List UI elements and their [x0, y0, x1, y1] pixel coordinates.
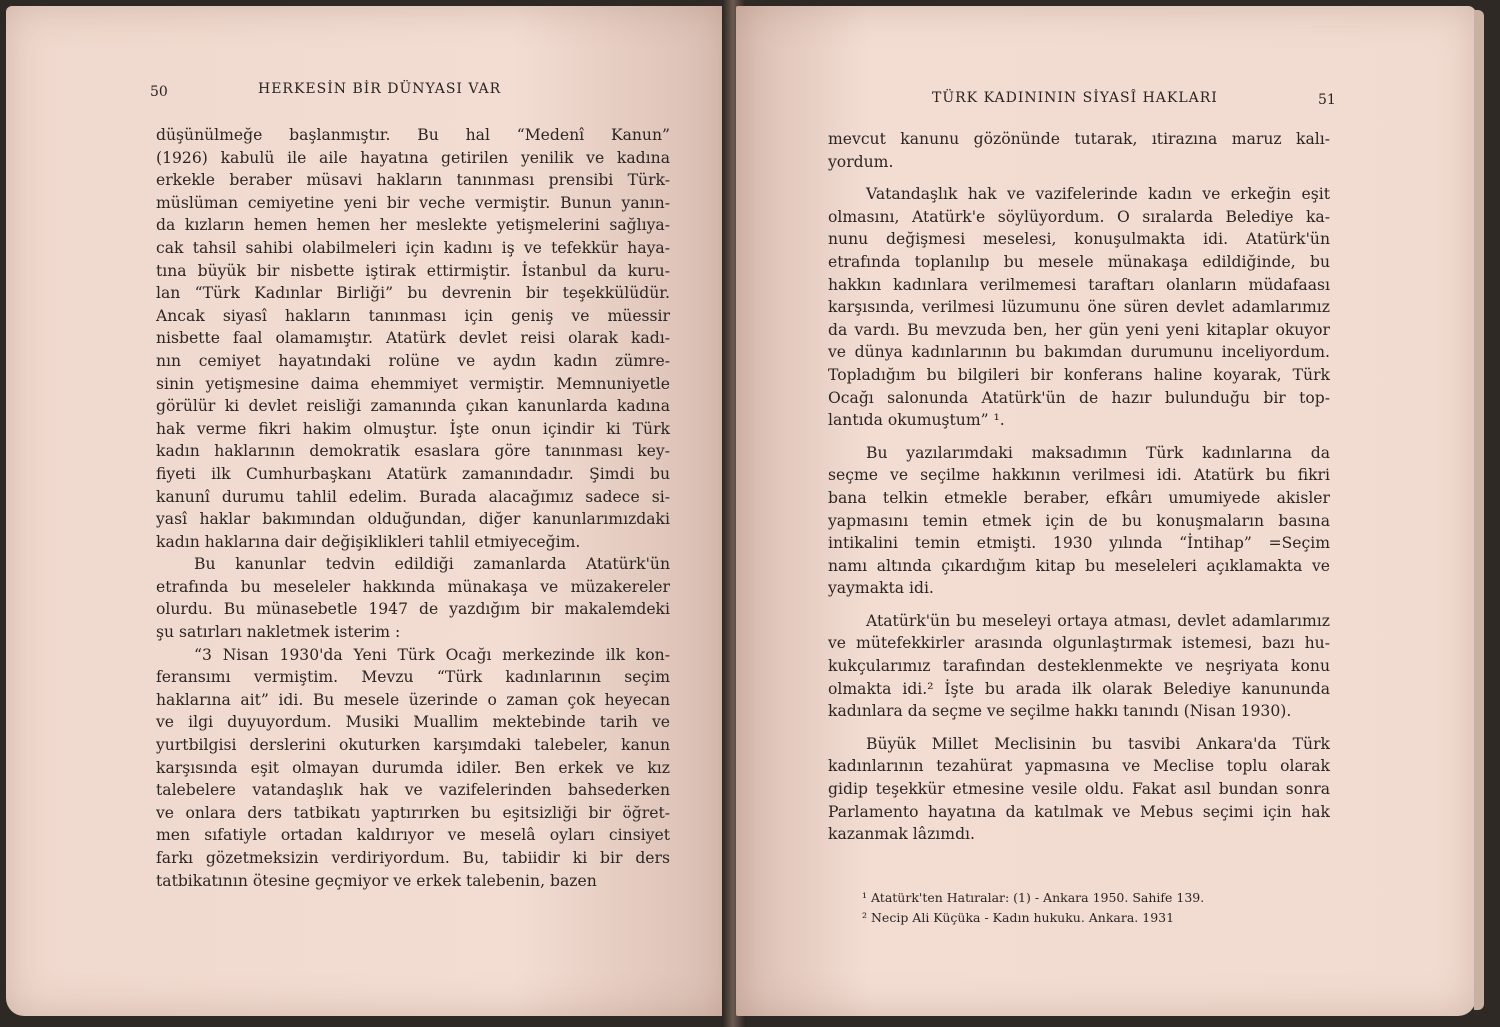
- text-line: feransımı vermiştim. Mevzu “Türk kadınlarının seçim: [156, 668, 670, 687]
- left-running-head: HERKESİN BİR DÜNYASI VAR: [258, 81, 502, 97]
- footnotes: [842, 888, 1322, 928]
- text-line: Ocağı salonunda Atatürk'ün de hazır bulunduğu bir top-: [828, 388, 1330, 407]
- text-line: mevcut kanunu gözönünde tutarak, ıtirazına maruz kalı-: [828, 130, 1330, 148]
- text-line: kadınlarının tezahürat yapmasına ve Meclise toplu olarak: [828, 757, 1330, 776]
- text-line: hakkın kadınlara verilmemesi taraftarı olanların müdafaası: [828, 275, 1330, 294]
- text-line: farkı gözetmeksizin verdiriyordum. Bu, tabiidir ki bir ders: [156, 849, 670, 867]
- text-line: gidip teşekkür etmesine vesile oldu. Fakat asıl bundan sonra: [828, 780, 1330, 799]
- text-line: Topladığım bu bilgileri bir konferans haline koyarak, Türk: [828, 365, 1330, 384]
- text-line: tına büyük bir nisbette iştirak ettirmiştir. İstanbul da kuru-: [156, 261, 670, 280]
- text-line: sinin yetişmesine daima ehemmiyet vermiştir. Memnuniyetle: [156, 374, 670, 393]
- text-line: men sıfatiyle ortadan kaldırıyor ve meselâ oyları cinsiyet: [156, 826, 670, 845]
- text-line: kazanmak lâzımdı.: [828, 825, 975, 844]
- text-line: Parlamento hayatına da katılmak ve Mebus seçimi için hak: [828, 802, 1330, 821]
- text-line: Atatürk'ün bu meseleyi ortaya atması, devlet adamlarımız: [866, 611, 1330, 630]
- text-line: ve dünya kadınlarının bu bakımdan durumunu inceliyordum.: [828, 343, 1330, 362]
- footnote-2: ² Necip Ali Küçüka - Kadın hukuku. Ankara. 1931: [862, 910, 1175, 925]
- right-body: [828, 128, 1330, 846]
- text-line: ve ilgi duyuyordum. Musiki Muallim mektebinde tarih ve: [156, 713, 670, 732]
- text-line: haklarına ait” idi. Bu mesele üzerinde o zaman çok heyecan: [156, 690, 670, 709]
- text-line: fiyeti ilk Cumhurbaşkanı Atatürk zamanındadır. Şimdi bu: [156, 464, 670, 483]
- text-line: Ancak siyasî hakların tanınması için geniş ve müessir: [156, 306, 670, 325]
- text-line: yordum.: [828, 152, 894, 171]
- text-line: da vardı. Bu mevzuda ben, her gün yeni yeni kitaplar okuyor: [828, 320, 1330, 339]
- text-line: “3 Nisan 1930'da Yeni Türk Ocağı merkezinde ilk kon-: [194, 645, 670, 664]
- left-body: [156, 124, 670, 892]
- text-line: yaymakta idi.: [828, 579, 934, 598]
- text-line: Bu yazılarımdaki maksadımın Türk kadınlarına da: [866, 443, 1330, 462]
- left-page: [6, 6, 730, 1016]
- text-line: (1926) kabulü ile aile hayatına getirilen yenilik ve kadına: [156, 148, 670, 167]
- text-line: cak tahsil sahibi olabilmeleri için kadını iş ve tefekkür haya-: [156, 238, 670, 257]
- text-line: lantıda okumuştum” ¹.: [828, 411, 1005, 430]
- right-page: [736, 6, 1476, 1016]
- text-line: Büyük Millet Meclisinin bu tasvibi Ankara'da Türk: [866, 734, 1330, 753]
- text-line: görülür ki devlet reisliği zamanında çıkan kanunlarda kadına: [156, 397, 670, 416]
- text-line: hak verme fikri hakim olmuştur. İşte onun içindir ki Türk: [156, 419, 670, 438]
- text-line: nın cemiyet hayatındaki rolüne ve aydın kadın zümre-: [156, 351, 670, 370]
- text-line: müslüman cemiyetine yeni bir veche vermiştir. Bunun yanın-: [156, 193, 670, 212]
- text-line: kukçularımız tarafından desteklenmekte ve neşriyata konu: [828, 657, 1330, 676]
- text-line: olmasını, Atatürk'e söylüyordum. O sıralarda Belediye ka-: [828, 207, 1330, 226]
- text-line: kadınlara da seçme ve seçilme hakkı tanındı (Nisan 1930).: [828, 702, 1292, 721]
- text-line: lan “Türk Kadınlar Birliği” bu devrenin bir teşekkülüdür.: [156, 284, 670, 303]
- text-line: olmakta idi.² İşte bu arada ilk olarak Belediye kanununda: [828, 679, 1330, 698]
- right-running-head: TÜRK KADINININ SİYASÎ HAKLARI: [932, 90, 1218, 106]
- text-line: etrafında bu meseleler hakkında münakaşa ve müzakereler: [156, 577, 670, 596]
- text-line: da kızların hemen hemen her meslekte yetişmelerini sağlıya-: [156, 216, 670, 235]
- page-edge: [1474, 10, 1484, 1010]
- text-line: karşısında eşit olmayan durumda idiler. Ben erkek ve kız: [156, 758, 670, 777]
- text-line: namı altında çıkardığım kitap bu meseleleri açıklamakta ve: [828, 556, 1330, 575]
- text-line: ve mütefekkirler arasında olgunlaştırmak istemesi, bazı hu-: [828, 634, 1330, 653]
- right-page-number: 51: [1318, 92, 1336, 108]
- text-line: ve onlara ders tatbikatı yaptırırken bu eşitsizliği bir öğret-: [156, 803, 670, 822]
- text-line: olurdu. Bu münasebetle 1947 de yazdığım bir makalemdeki: [156, 600, 670, 619]
- text-line: etrafında toplanılıp bu mesele münakaşa edildiğinde, bu: [828, 252, 1330, 271]
- text-line: düşünülmeğe başlanmıştır. Bu hal “Medenî Kanun”: [156, 126, 670, 144]
- text-line: erkekle beraber müsavi hakların tanınması prensibi Türk-: [156, 171, 670, 190]
- text-line: nunu değişmesi meselesi, konuşulmakta idi. Atatürk'ün: [828, 230, 1330, 249]
- text-line: Bu kanunlar tedvin edildiği zamanlarda Atatürk'ün: [194, 555, 670, 574]
- text-line: kanunî durumu tahlil edelim. Burada alacağımız sadece si-: [156, 487, 670, 506]
- left-page-number: 50: [150, 84, 168, 100]
- text-line: seçme ve seçilme hakkının verilmesi idi. Atatürk bu fikri: [828, 466, 1330, 485]
- text-line: yurtbilgisi derslerini okuturken karşımdaki talebeler, kanun: [156, 736, 670, 755]
- text-line: kadın haklarının demokratik esaslara göre tanınması key-: [156, 442, 670, 461]
- footnote-1: ¹ Atatürk'ten Hatıralar: (1) - Ankara 1950. Sahife 139.: [862, 890, 1205, 905]
- text-line: bana telkin etmekle beraber, efkârı umumiyede akisler: [828, 488, 1330, 507]
- text-line: nisbette faal olamamıştır. Atatürk devlet reisi olarak kadı-: [156, 329, 670, 348]
- text-line: şu satırları nakletmek isterim :: [156, 623, 401, 642]
- text-line: yapmasını temin etmek için de bu konuşmaların basına: [828, 511, 1330, 530]
- text-line: talebelere vatandaşlık hak ve vazifelerinden bahsederken: [156, 781, 670, 800]
- text-line: Vatandaşlık hak ve vazifelerinde kadın ve erkeğin eşit: [866, 185, 1330, 204]
- text-line: karşısında, verilmesi lüzumunu öne süren devlet adamlarımız: [828, 298, 1330, 317]
- text-line: yasî haklar bakımından olduğundan, diğer kanunlarımızdaki: [156, 510, 670, 529]
- text-line: tatbikatının ötesine geçmiyor ve erkek talebenin, bazen: [156, 871, 597, 890]
- text-line: kadın haklarına dair değişiklikleri tahlil etmiyeceğim.: [156, 532, 581, 551]
- text-line: intikalini temin etmişti. 1930 yılında “İntihap” =Seçim: [828, 534, 1330, 553]
